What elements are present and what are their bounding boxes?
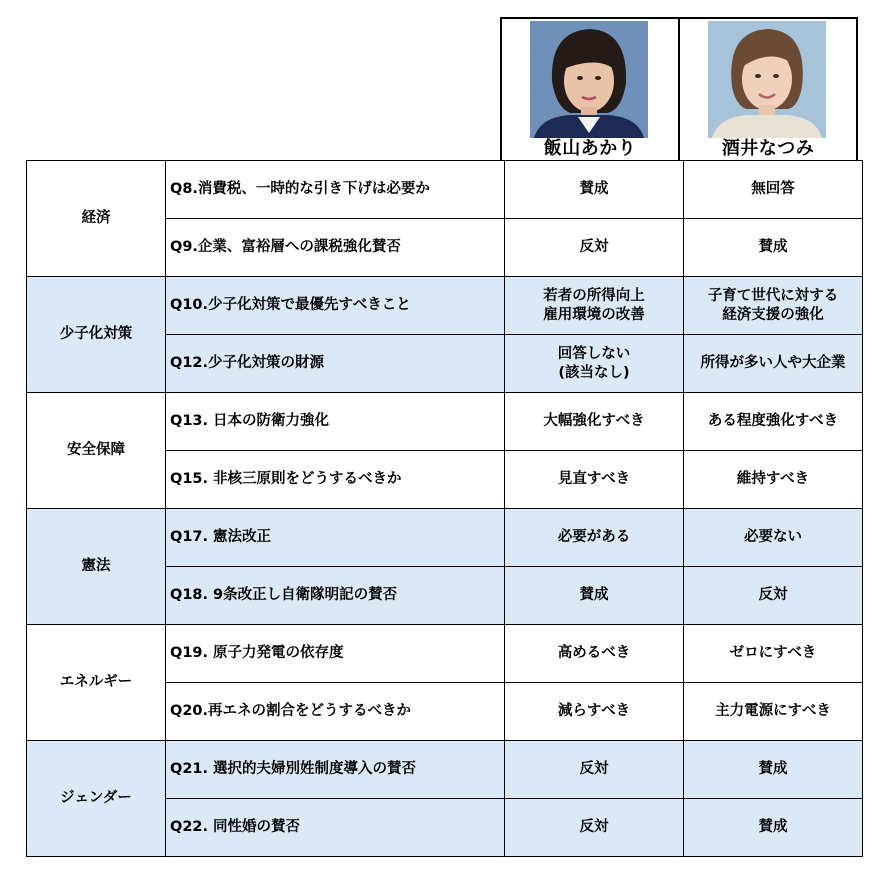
- category-cell: 少子化対策: [27, 277, 166, 393]
- answer-cell-candidate-2: 必要ない: [684, 509, 863, 567]
- category-cell: 憲法: [27, 509, 166, 625]
- answer-cell-candidate-1: 反対: [505, 741, 684, 799]
- answer-cell-candidate-1: 見直すべき: [505, 451, 684, 509]
- answer-cell-candidate-1: 賛成: [505, 161, 684, 219]
- candidate-column-1: [502, 19, 678, 161]
- table-row: [27, 277, 863, 335]
- answer-cell-candidate-1: 賛成: [505, 567, 684, 625]
- answer-cell-candidate-1: 若者の所得向上 雇用環境の改善: [505, 277, 684, 335]
- question-cell: Q18. 9条改正し自衛隊明記の賛否: [166, 567, 505, 625]
- answer-cell-candidate-1: 高めるべき: [505, 625, 684, 683]
- question-cell: Q20.再エネの割合をどうするべきか: [166, 683, 505, 741]
- table-row: [27, 161, 863, 219]
- table-row: [27, 393, 863, 451]
- question-cell: Q10.少子化対策で最優先すべきこと: [166, 277, 505, 335]
- question-cell: Q9.企業、富裕層への課税強化賛否: [166, 219, 505, 277]
- answer-cell-candidate-2: 子育て世代に対する 経済支援の強化: [684, 277, 863, 335]
- candidate-name-1: 飯山あかり: [543, 138, 637, 159]
- category-cell: 経済: [27, 161, 166, 277]
- candidate-photo-1: [530, 21, 648, 138]
- answer-cell-candidate-2: 所得が多い人や大企業: [684, 335, 863, 393]
- policy-comparison-table: [26, 160, 863, 857]
- answer-cell-candidate-2: 賛成: [684, 219, 863, 277]
- answer-cell-candidate-2: ゼロにすべき: [684, 625, 863, 683]
- question-cell: Q21. 選択的夫婦別姓制度導入の賛否: [166, 741, 505, 799]
- answer-cell-candidate-1: 反対: [505, 219, 684, 277]
- table-row: [27, 741, 863, 799]
- answer-cell-candidate-2: 無回答: [684, 161, 863, 219]
- question-cell: Q15. 非核三原則をどうするべきか: [166, 451, 505, 509]
- category-cell: 安全保障: [27, 393, 166, 509]
- question-cell: Q22. 同性婚の賛否: [166, 799, 505, 857]
- answer-cell-candidate-1: 必要がある: [505, 509, 684, 567]
- category-cell: エネルギー: [27, 625, 166, 741]
- candidate-photo-2: [708, 21, 826, 138]
- answer-cell-candidate-2: 主力電源にすべき: [684, 683, 863, 741]
- answer-cell-candidate-2: 賛成: [684, 799, 863, 857]
- answer-cell-candidate-2: 賛成: [684, 741, 863, 799]
- answer-cell-candidate-2: 維持すべき: [684, 451, 863, 509]
- answer-cell-candidate-1: 減らすべき: [505, 683, 684, 741]
- candidate-name-2: 酒井なつみ: [721, 138, 815, 159]
- table-row: [27, 509, 863, 567]
- question-cell: Q17. 憲法改正: [166, 509, 505, 567]
- table-row: [27, 625, 863, 683]
- question-cell: Q8.消費税、一時的な引き下げは必要か: [166, 161, 505, 219]
- candidate-header: [500, 17, 858, 161]
- question-cell: Q12.少子化対策の財源: [166, 335, 505, 393]
- answer-cell-candidate-2: ある程度強化すべき: [684, 393, 863, 451]
- answer-cell-candidate-1: 反対: [505, 799, 684, 857]
- question-cell: Q13. 日本の防衛力強化: [166, 393, 505, 451]
- answer-cell-candidate-1: 大幅強化すべき: [505, 393, 684, 451]
- answer-cell-candidate-1: 回答しない (該当なし): [505, 335, 684, 393]
- answer-cell-candidate-2: 反対: [684, 567, 863, 625]
- question-cell: Q19. 原子力発電の依存度: [166, 625, 505, 683]
- category-cell: ジェンダー: [27, 741, 166, 857]
- candidate-column-2: [678, 19, 856, 161]
